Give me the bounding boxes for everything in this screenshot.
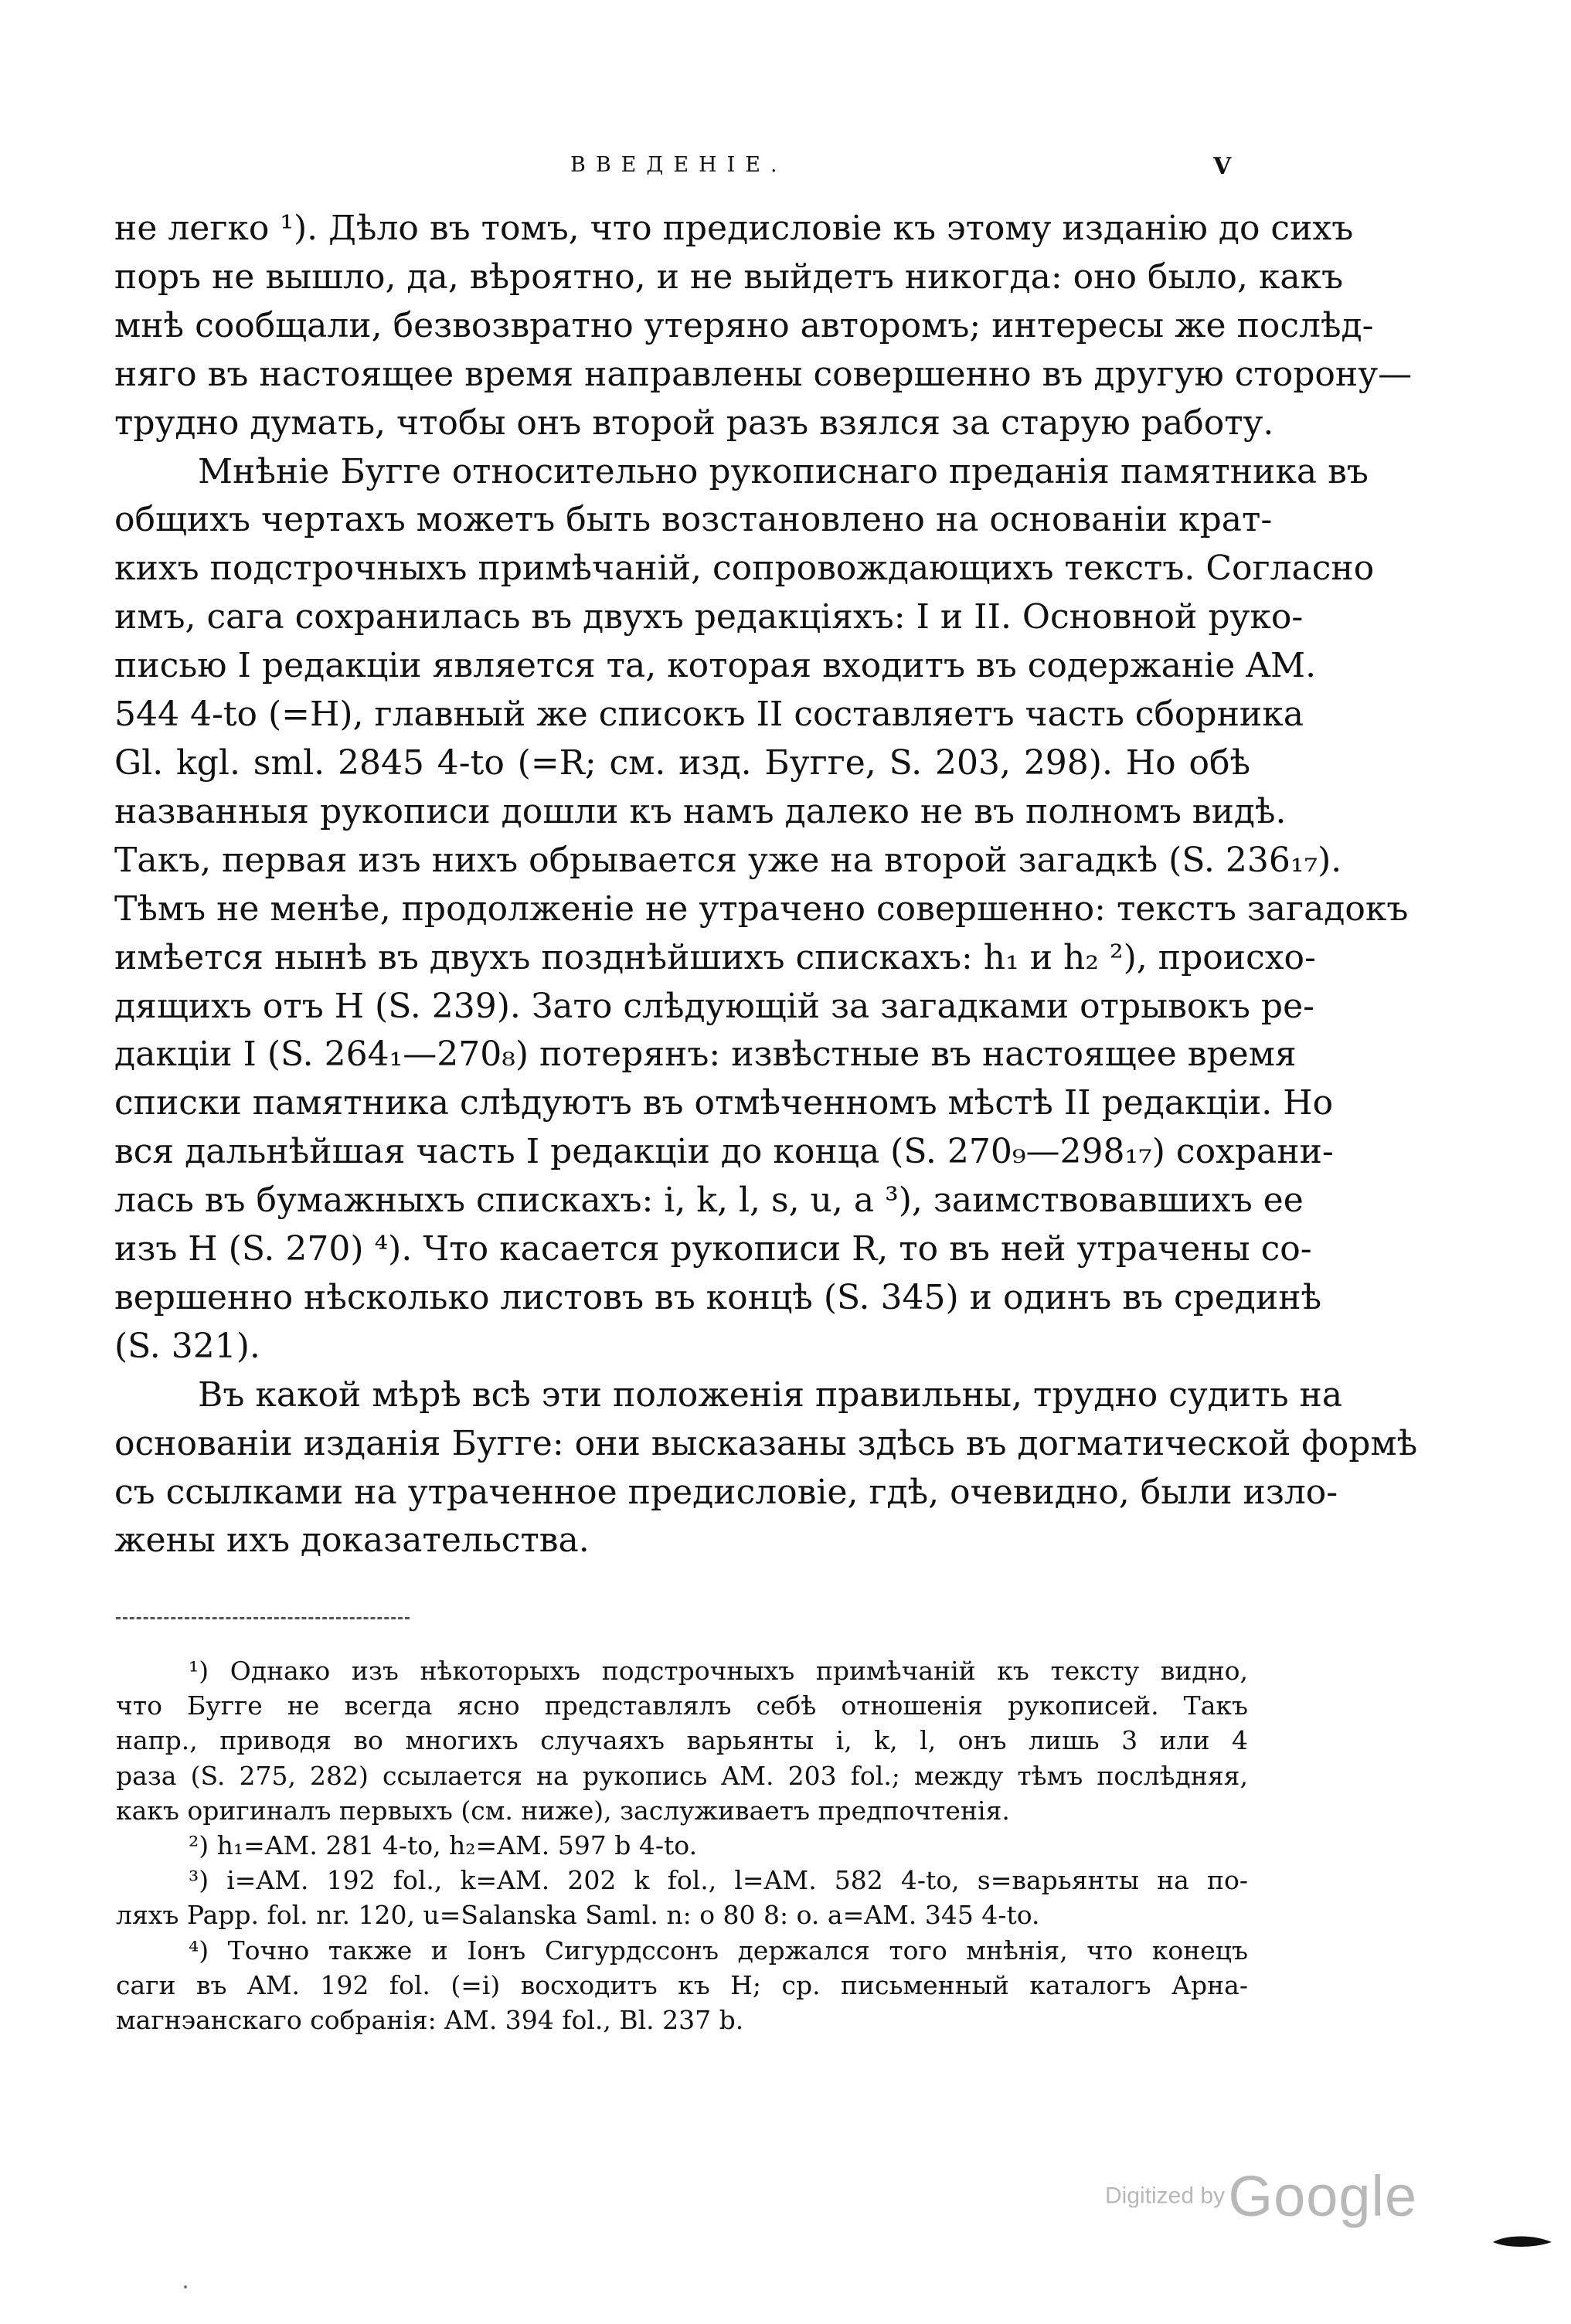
footnote-separator <box>116 1617 410 1619</box>
scan-speck <box>184 2285 187 2288</box>
footnote-line: напр., приводя во многихъ случаяхъ варьянты i, k, l, онъ лишь 3 или 4 <box>116 1725 1248 1756</box>
text-line: имѣется нынѣ въ двухъ позднѣйшихъ спискахъ: h₁ и h₂ ²), происхо- <box>114 937 1316 977</box>
footnote-3 <box>116 1863 1248 1932</box>
text-line: Мнѣніе Бугге относительно рукописнаго преданія памятника въ <box>198 451 1369 491</box>
text-line: кихъ подстрочныхъ примѣчаній, сопровождающихъ текстъ. Согласно <box>114 549 1375 589</box>
footnote-line: ³) i=AM. 192 fol., k=AM. 202 k fol., l=AM. 582 4-to, s=варьянты на по- <box>189 1865 1248 1896</box>
footnote-line: что Бугге не всегда ясно представлялъ себѣ отношенія рукописей. Такъ <box>116 1690 1248 1721</box>
text-line: мнѣ сообщали, безвозвратно утеряно авторомъ; интересы же послѣд- <box>114 305 1374 345</box>
paragraph-3 <box>114 1371 1418 1566</box>
text-line: названныя рукописи дошли къ намъ далеко не въ полномъ видѣ. <box>114 791 1287 831</box>
footnote-line: ¹) Однако изъ нѣкоторыхъ подстрочныхъ примѣчаній къ тексту видно, <box>189 1656 1248 1686</box>
footnote-line: магнэанскаго собранія: AM. 394 fol., Bl. 237 b. <box>116 2005 744 2036</box>
text-line: общихъ чертахъ можетъ быть возстановлено на основаніи крат- <box>114 500 1273 540</box>
page-number: V <box>1213 153 1232 180</box>
footnote-line: какъ оригиналъ первыхъ (см. ниже), заслуживаетъ предпочтенія. <box>116 1795 1010 1826</box>
text-line: дящихъ отъ H (S. 239). Зато слѣдующій за загадками отрывокъ ре- <box>114 986 1314 1026</box>
running-title: ВВЕДЕНІЕ. <box>570 153 787 177</box>
paragraph-1 <box>114 205 1413 448</box>
footnote-1 <box>116 1653 1248 1828</box>
text-line: поръ не вышло, да, вѣроятно, и не выйдетъ никогда: оно было, какъ <box>114 257 1344 297</box>
text-line: не легко ¹). Дѣло въ томъ, что предисловіе къ этому изданію до сихъ <box>114 209 1354 248</box>
paragraph-2 <box>114 448 1409 1371</box>
text-line: вся дальнѣйшая часть I редакціи до конца (S. 270₉—298₁₇) сохрани- <box>114 1132 1334 1172</box>
text-line: Gl. kgl. sml. 2845 4-to (=R; см. изд. Бугге, S. 203, 298). Но обѣ <box>114 742 1250 783</box>
text-line: (S. 321). <box>114 1326 260 1366</box>
footnote-line: саги въ AM. 192 fol. (=i) восходитъ къ H; ср. письменный каталогъ Арна- <box>116 1969 1248 2000</box>
watermark-prefix: Digitized by <box>1105 2183 1226 2209</box>
text-line: Въ какой мѣрѣ всѣ эти положенія правильны, трудно судить на <box>198 1374 1343 1415</box>
text-line: Тѣмъ не менѣе, продолженіе не утрачено совершенно: текстъ загадокъ <box>114 888 1409 929</box>
text-line: трудно думать, чтобы онъ второй разъ взялся за старую работу. <box>114 403 1274 443</box>
text-line: жены ихъ доказательства. <box>114 1520 590 1561</box>
text-line: писью I редакціи является та, которая входитъ въ содержаніе AM. <box>114 646 1317 686</box>
text-line: списки памятника слѣдуютъ въ отмѣченномъ мѣстѣ II редакціи. Но <box>114 1083 1334 1123</box>
digitized-watermark <box>1105 2163 1417 2229</box>
footnote-2 <box>116 1828 1248 1863</box>
text-line: дакціи I (S. 264₁—270₈) потерянъ: извѣстные въ настоящее время <box>114 1035 1297 1075</box>
main-text <box>114 205 1418 1565</box>
text-line: лась въ бумажныхъ спискахъ: i, k, l, s, u, a ³), заимствовавшихъ ее <box>114 1181 1304 1221</box>
running-head <box>0 153 1571 184</box>
text-line: съ ссылками на утраченное предисловіе, гдѣ, очевидно, были изло- <box>114 1472 1338 1512</box>
footnote-line: раза (S. 275, 282) ссылается на рукопись AM. 203 fol.; между тѣмъ послѣдняя, <box>116 1760 1248 1791</box>
scan-mark-icon <box>1491 2233 1553 2250</box>
google-logo-text: Google <box>1228 2164 1418 2228</box>
text-line: имъ, сага сохранилась въ двухъ редакціяхъ: I и II. Основной руко- <box>114 597 1304 637</box>
footnote-line: ⁴) Точно также и Іонъ Сигурдссонъ держался того мнѣнія, что конецъ <box>189 1935 1248 1966</box>
text-line: 544 4-to (=H), главный же списокъ II составляетъ часть сборника <box>114 695 1304 735</box>
footnote-line: ляхъ Papp. fol. nr. 120, u=Salanska Saml. n: o 80 8: o. a=AM. 345 4-to. <box>116 1900 1040 1931</box>
footnote-4 <box>116 1933 1248 2038</box>
text-line: основаніи изданія Бугге: они высказаны здѣсь въ догматической формѣ <box>114 1423 1418 1463</box>
text-line: изъ H (S. 270) ⁴). Что касается рукописи R, то въ ней утрачены со- <box>114 1229 1312 1269</box>
text-line: Такъ, первая изъ нихъ обрывается уже на второй загадкѣ (S. 236₁₇). <box>114 840 1342 880</box>
text-line: вершенно нѣсколько листовъ въ концѣ (S. 345) и одинъ въ срединѣ <box>114 1277 1322 1317</box>
footnote-line: ²) h₁=AM. 281 4-to, h₂=AM. 597 b 4-to. <box>189 1830 698 1861</box>
text-line: няго въ настоящее время направлены совершенно въ другую сторону— <box>114 354 1413 394</box>
footnotes <box>116 1653 1248 2037</box>
